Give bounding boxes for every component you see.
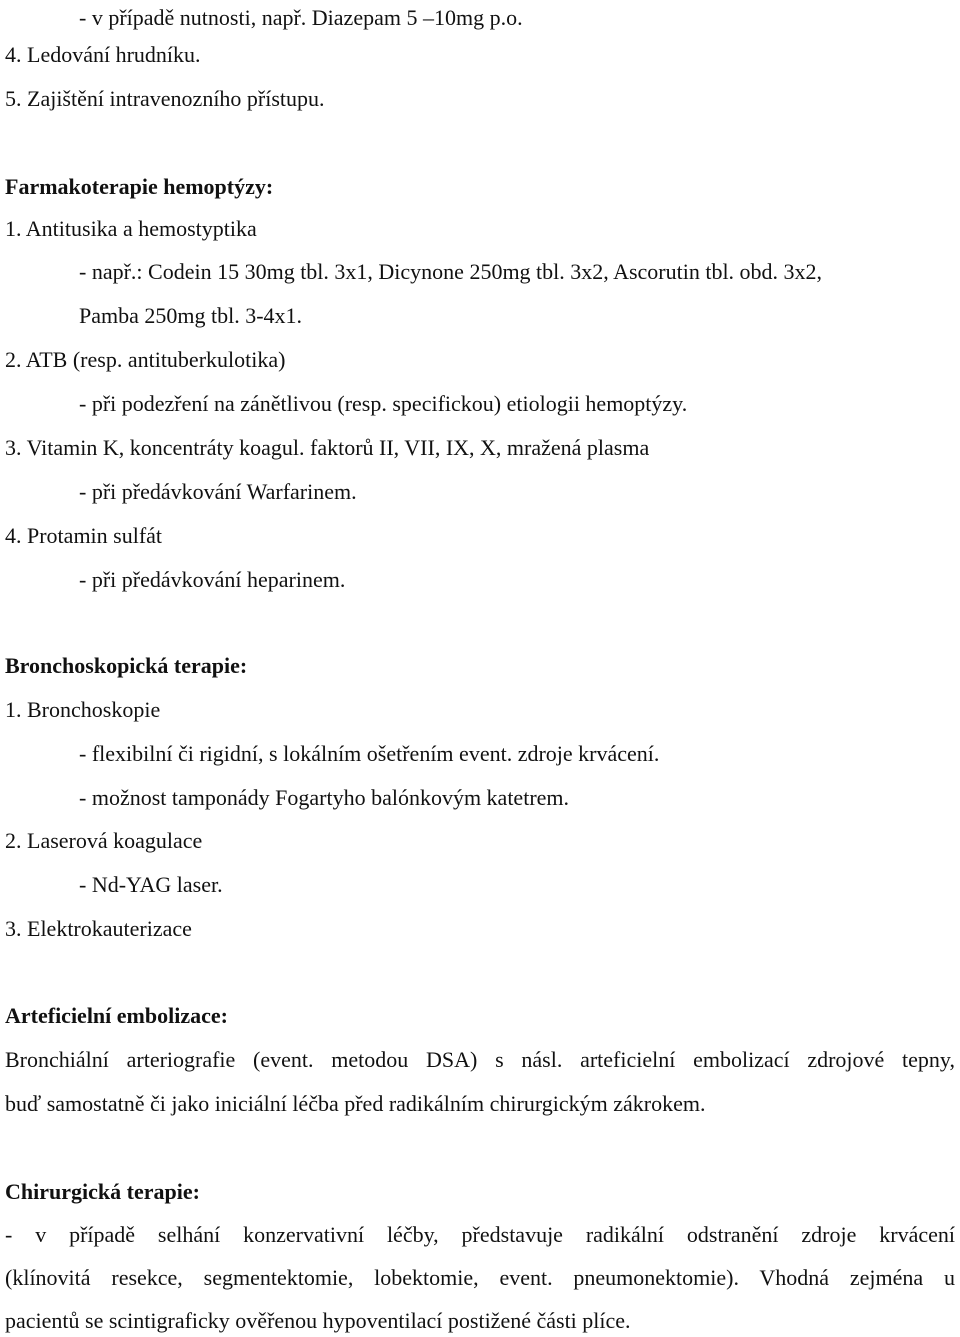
section-heading-bronchoskopicka: Bronchoskopická terapie: xyxy=(5,653,248,678)
text-line-diazepam: - v případě nutnosti, např. Diazepam 5 –10mg p.o. xyxy=(79,5,523,30)
section-heading-farmakoterapie: Farmakoterapie hemoptýzy: xyxy=(5,174,274,199)
list-item-protamin: 4. Protamin sulfát xyxy=(5,523,163,548)
paragraph-line-samostatne: buď samostatně či jako iniciální léčba před radikálním chirurgickým zákrokem. xyxy=(5,1091,706,1116)
text-line-warfarin: - při předávkování Warfarinem. xyxy=(79,479,357,504)
list-item-elektrokauterizace: 3. Elektrokauterizace xyxy=(5,916,192,941)
text-line-codein: - např.: Codein 15 30mg tbl. 3x1, Dicynone 250mg tbl. 3x2, Ascorutin tbl. obd. 3x2, xyxy=(79,259,823,284)
text-line-podezreni: - při podezření na zánětlivou (resp. specifickou) etiologii hemoptýzy. xyxy=(79,391,688,416)
section-heading-embolizace: Arteficielní embolizace: xyxy=(5,1003,228,1028)
list-item-vitamin-k: 3. Vitamin K, koncentráty koagul. faktorů II, VII, IX, X, mražená plasma xyxy=(5,435,650,460)
list-item-antitusika: 1. Antitusika a hemostyptika xyxy=(5,216,257,241)
text-line-heparin: - při předávkování heparinem. xyxy=(79,567,346,592)
list-item-laserova: 2. Laserová koagulace xyxy=(5,828,203,853)
list-item-ledovani: 4. Ledování hrudníku. xyxy=(5,42,201,67)
text-line-ndyag: - Nd-YAG laser. xyxy=(79,872,223,897)
section-heading-chirurgicka: Chirurgická terapie: xyxy=(5,1179,200,1204)
paragraph-line-pacientu: pacientů se scintigraficky ověřenou hypoventilací postižené části plíce. xyxy=(5,1308,631,1333)
list-item-pristup: 5. Zajištění intravenozního přístupu. xyxy=(5,86,325,111)
paragraph-line-arteriografie: Bronchiální arteriografie (event. metodou DSA) s násl. arteficielní embolizací zdrojové tepny, xyxy=(5,1047,955,1072)
list-item-bronchoskopie: 1. Bronchoskopie xyxy=(5,697,161,722)
paragraph-line-resekce: (klínovitá resekce, segmentektomie, lobektomie, event. pneumonektomie). Vhodná zejména u xyxy=(5,1265,955,1290)
paragraph-line-selhani: - v případě selhání konzervativní léčby, představuje radikální odstranění zdroje krvácení xyxy=(5,1222,955,1247)
list-item-atb: 2. ATB (resp. antituberkulotika) xyxy=(5,347,286,372)
text-line-pamba: Pamba 250mg tbl. 3-4x1. xyxy=(79,303,303,328)
text-line-flexibilni: - flexibilní či rigidní, s lokálním ošetřením event. zdroje krvácení. xyxy=(79,741,660,766)
text-line-tamponada: - možnost tamponády Fogartyho balónkovým katetrem. xyxy=(79,785,570,810)
